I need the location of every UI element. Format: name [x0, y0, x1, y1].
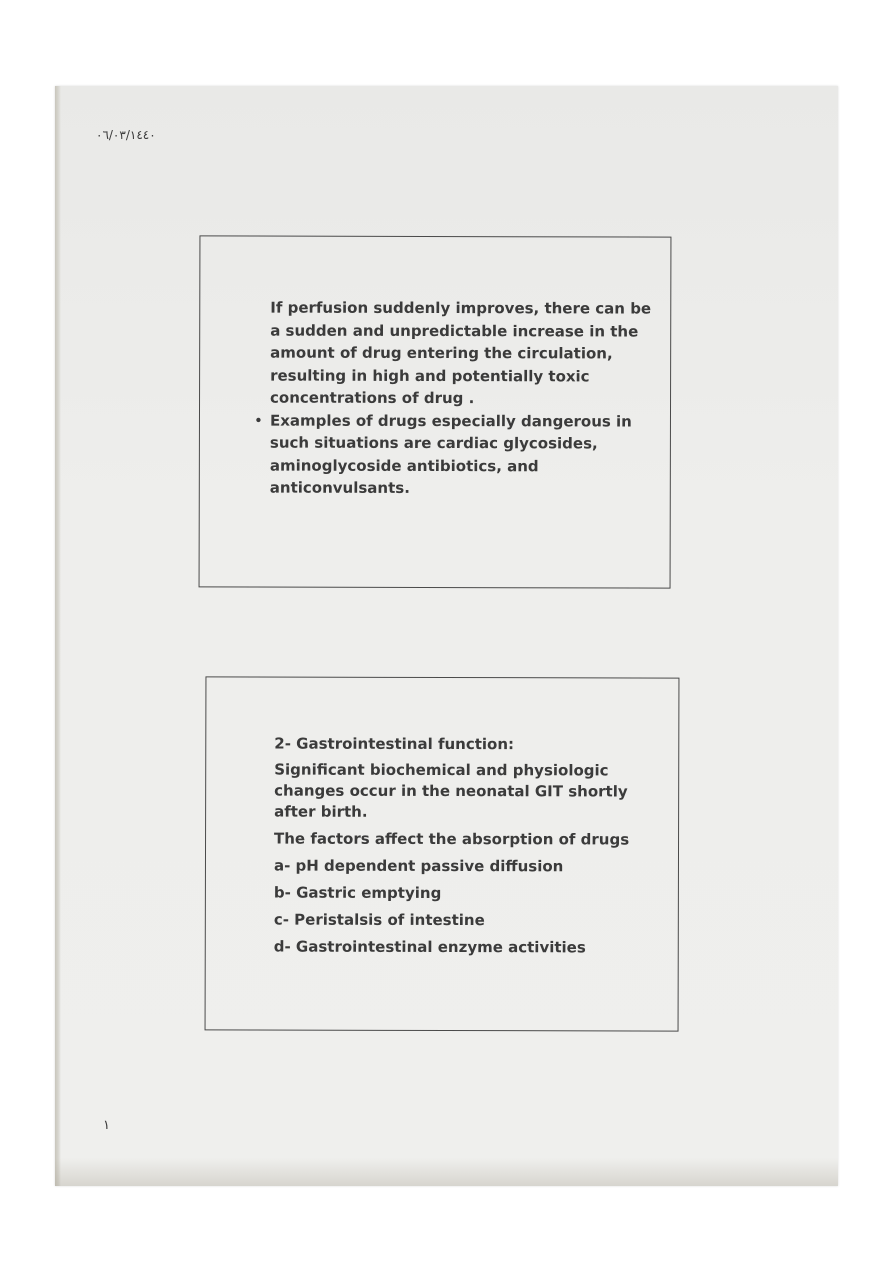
factor-item: d- Gastrointestinal enzyme activities — [273, 937, 586, 957]
bullet-item-examples — [253, 409, 652, 500]
slide-heading: 2- Gastrointestinal function: — [274, 734, 515, 754]
bullet-icon: • — [253, 411, 263, 430]
factor-item: a- pH dependent passive diffusion — [273, 856, 564, 876]
bullet-text: Examples of drugs especially dangerous in such situations are cardiac glycosides, aminoglycoside antibiotics, and anticonvulsants. — [269, 411, 632, 497]
paper-bottom-shadow — [55, 1158, 838, 1186]
factor-item: c- Peristalsis of intestine — [273, 910, 485, 930]
factors-lead: The factors affect the absorption of drugs — [274, 829, 630, 849]
paper-edge-shadow — [55, 86, 61, 1186]
slide-perfusion — [199, 235, 672, 588]
handwritten-date: ٠٦/٠٣/١٤٤٠ — [96, 128, 156, 142]
page-number: ١ — [103, 1118, 110, 1133]
factor-item: b- Gastric emptying — [273, 883, 442, 902]
intro-text: Significant biochemical and physiologic changes occur in the neonatal GIT shortly after birth. — [274, 760, 628, 821]
slide-gastrointestinal — [205, 676, 680, 1031]
slide-gastrointestinal-content — [274, 734, 670, 959]
perfusion-paragraph: If perfusion suddenly improves, there can be a sudden and unpredictable increase in the amount of drug entering the circulation, resulting in high and potentially toxic concentrations of drug . — [270, 298, 652, 408]
slide-perfusion-content — [252, 297, 653, 501]
